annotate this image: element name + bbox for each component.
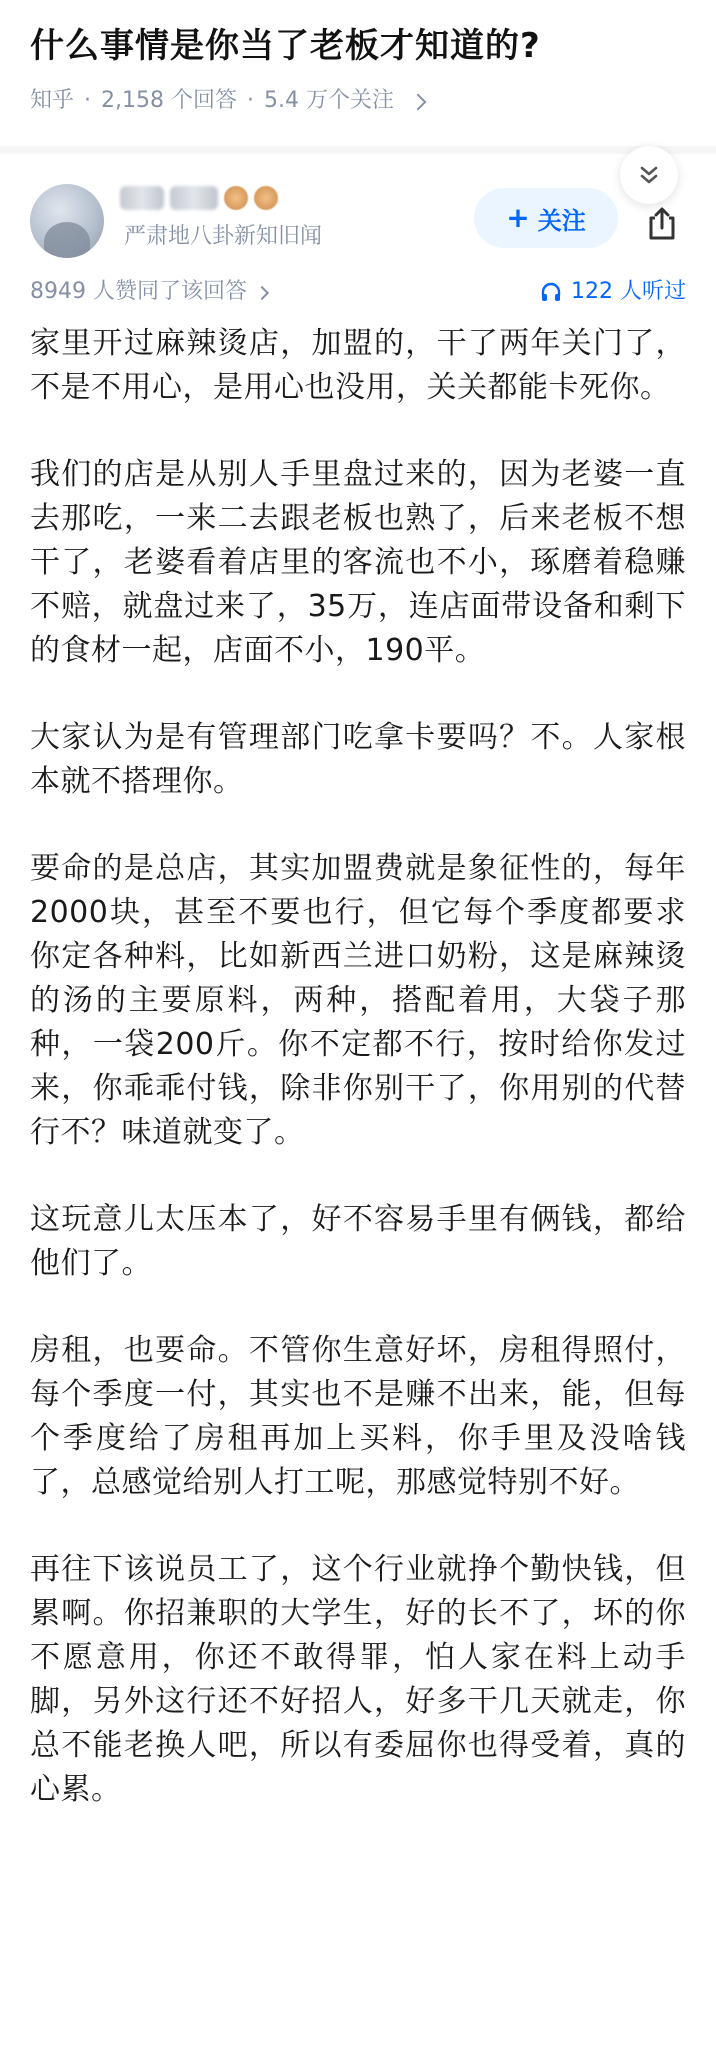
headphones-icon (539, 280, 563, 304)
source-label: 知乎 (30, 88, 75, 113)
answer-stats (30, 276, 686, 308)
author-badge-icon (224, 186, 248, 210)
answer-paragraph: 我们的店是从别人手里盘过来的，因为老婆一直去那吃，一来二去跟老板也熟了，后来老板不想干了，老婆看着店里的客流也不小，琢磨着稳赚不赔，就盘过来了，35万，连店面带设备和剩下的食材一起，店面不小，190平。 (30, 457, 686, 668)
answer-paragraph: 家里开过麻辣烫店，加盟的，干了两年关门了，不是不用心，是用心也没用，关关都能卡死你。 (30, 326, 686, 405)
plus-icon: + (506, 201, 530, 234)
listener-count: 122 人听过 (571, 279, 686, 304)
collapse-button[interactable] (620, 146, 678, 204)
answer-paragraph: 要命的是总店，其实加盟费就是象征性的，每年2000块，甚至不要也行，但它每个季度都要求你定各种料，比如新西兰进口奶粉，这是麻辣烫的汤的主要原料，两种，搭配着用，大袋子那种，一袋200斤。你不定都不行，按时给你发过来，你乖乖付钱，除非你别干了，你用别的代替行不？味道就变了。 (30, 851, 686, 1150)
chevron-right-icon (255, 286, 269, 300)
answer-content (30, 322, 686, 1855)
blurred-name-part (120, 186, 164, 210)
share-icon[interactable] (642, 204, 682, 244)
question-title[interactable]: 什么事情是你当了老板才知道的? (30, 26, 541, 66)
question-header (0, 0, 716, 152)
section-divider (0, 146, 716, 154)
follow-label: 关注 (537, 206, 586, 235)
double-chevron-down-icon (636, 162, 662, 188)
answer-paragraph: 再往下该说员工了，这个行业就挣个勤快钱，但累啊。你招兼职的大学生，好的长不了，坏的你不愿意用，你还不敢得罪，怕人家在料上动手脚，另外这行还不好招人，好多干几天就走，你总不能老换人吧，所以有委屈你也得受着，真的心累。 (30, 1552, 686, 1807)
author-description: 严肃地八卦新知旧闻 (124, 224, 323, 249)
answer-count: 2,158 个回答 (101, 88, 237, 113)
answer-paragraph: 大家认为是有管理部门吃拿卡要吗？不。人家根本就不搭理你。 (30, 720, 686, 799)
follow-button[interactable] (474, 188, 618, 248)
upvote-summary[interactable] (30, 276, 267, 308)
follower-count: 5.4 万个关注 (264, 88, 394, 113)
chevron-right-icon (409, 94, 426, 111)
answer-paragraph: 这玩意儿太压本了，好不容易手里有俩钱，都给他们了。 (30, 1202, 686, 1281)
author-badge-icon (254, 186, 278, 210)
question-meta[interactable] (30, 86, 424, 116)
author-name-redacted[interactable] (120, 184, 280, 212)
listen-stats[interactable] (539, 276, 686, 308)
meta-separator: · (84, 88, 92, 113)
author-avatar[interactable] (30, 184, 104, 258)
blurred-name-part (170, 186, 218, 210)
meta-separator: · (247, 88, 254, 113)
upvote-count: 8949 人赞同了该回答 (30, 279, 247, 304)
answer-paragraph: 房租，也要命。不管你生意好坏，房租得照付，每个季度一付，其实也不是赚不出来，能，但每个季度给了房租再加上买料，你手里及没啥钱了，总感觉给别人打工呢，那感觉特别不好。 (30, 1333, 686, 1500)
